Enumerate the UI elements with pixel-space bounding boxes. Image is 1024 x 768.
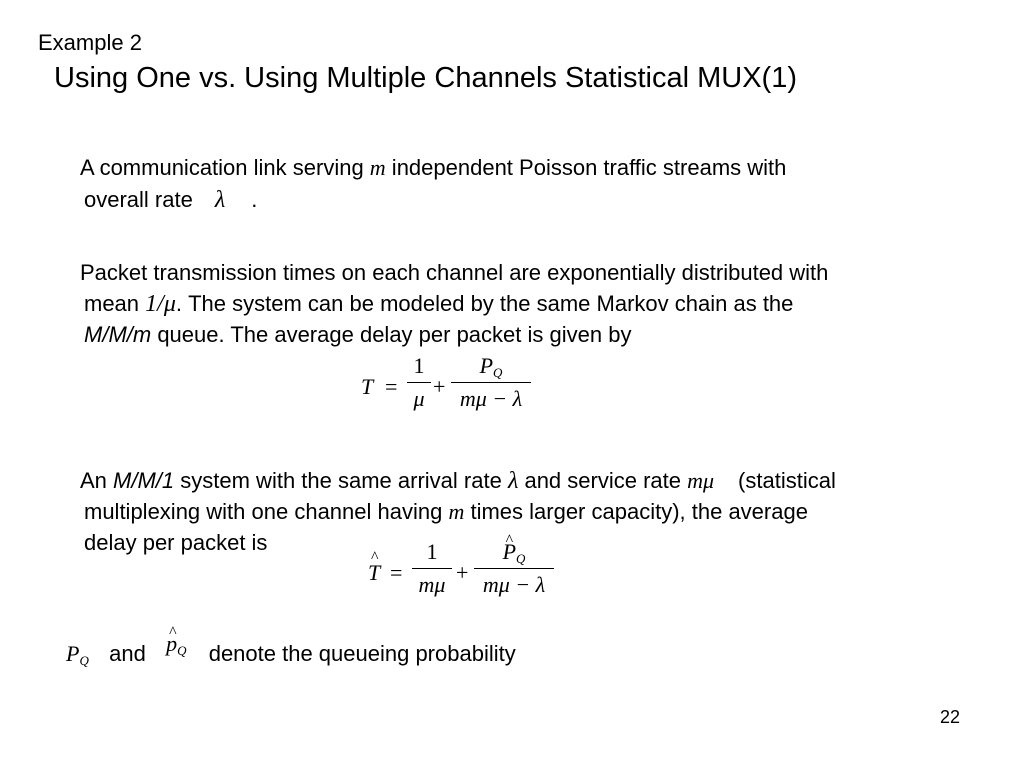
text: An <box>80 468 114 493</box>
equation-delay-mm1 <box>362 538 572 618</box>
variable-m: m <box>448 499 465 524</box>
paragraph-2-line-3 <box>84 319 631 350</box>
text: and service rate <box>518 468 688 493</box>
text: system with the same arrival rate <box>174 468 508 493</box>
paragraph-2-line-2 <box>84 288 793 320</box>
footnote <box>66 631 516 676</box>
eq-plus: + <box>433 374 446 399</box>
text: independent Poisson traffic streams with <box>385 155 787 180</box>
denominator: μ <box>413 386 425 411</box>
numerator: $P_Q$ <box>479 353 503 380</box>
symbol-pq: $P_Q$ <box>66 641 89 668</box>
text: overall rate <box>84 187 193 212</box>
text: times larger capacity), the average <box>464 499 808 524</box>
denominator: mμ − λ <box>459 386 523 411</box>
paragraph-3-line-2 <box>84 496 808 527</box>
eq-equals: = <box>385 374 398 399</box>
symbol-pq-hat: ^ $p_Q$ <box>166 631 186 656</box>
numerator: ^ $P_Q$ <box>474 539 554 565</box>
text: mean <box>84 291 146 316</box>
fraction-1 <box>407 353 431 412</box>
model-name: M/M/1 <box>113 468 175 493</box>
paragraph-1-line-2 <box>84 184 257 216</box>
slide-title: Using One vs. Using Multiple Channels Statistical MUX(1) <box>54 62 797 94</box>
text: multiplexing with one channel having <box>84 499 449 524</box>
paragraph-3-line-3: delay per packet is <box>84 530 268 555</box>
page-number: 22 <box>940 707 961 727</box>
numerator: 1 <box>426 539 438 564</box>
eq-lhs: ^ T <box>368 560 380 586</box>
text-and: and <box>109 641 146 666</box>
paragraph-1-line-1 <box>80 152 786 183</box>
service-rate: mμ <box>687 468 715 493</box>
equation-delay-mmm <box>355 352 555 432</box>
text: queue. The average delay per packet is given by <box>151 322 632 347</box>
fraction-2 <box>451 353 531 412</box>
paragraph-3-line-1 <box>80 465 836 497</box>
numerator: 1 <box>413 353 425 378</box>
lambda-symbol: λ <box>507 468 519 494</box>
denominator: mμ <box>418 572 446 597</box>
text: denote the queueing probability <box>208 641 516 666</box>
denominator: mμ − λ <box>482 572 546 597</box>
text: (statistical <box>738 468 836 493</box>
model-name: M/M/m <box>84 322 152 347</box>
eq-lhs: T <box>361 374 374 399</box>
fraction-2 <box>474 539 554 598</box>
variable-m: m <box>369 155 386 180</box>
text: . The system can be modeled by the same Markov chain as the <box>175 291 794 316</box>
text: . <box>251 187 258 212</box>
mean-formula: 1/μ <box>145 291 176 317</box>
lambda-symbol: λ <box>214 187 226 213</box>
text: A communication link serving <box>80 155 370 180</box>
paragraph-2-line-1: Packet transmission times on each channel are exponentially distributed with <box>80 260 829 285</box>
slide-kicker: Example 2 <box>38 30 142 55</box>
fraction-1 <box>412 539 452 598</box>
eq-equals: = <box>390 560 403 585</box>
eq-plus: + <box>456 560 469 585</box>
